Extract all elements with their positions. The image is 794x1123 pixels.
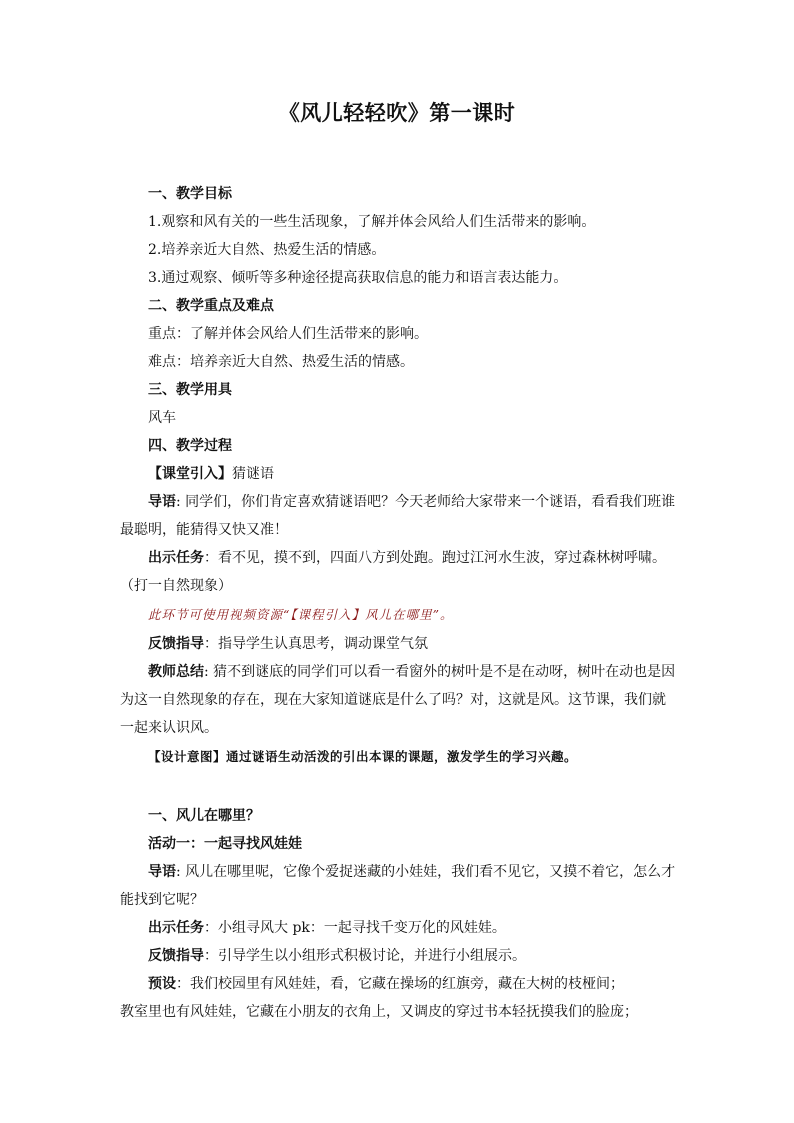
classroom-line: 教室里也有风娃娃，它藏在小朋友的衣角上，又调皮的穿过书本轻抚摸我们的脸庞； bbox=[120, 1004, 638, 1020]
part-feedback-paragraph bbox=[120, 942, 676, 970]
part-guide-label: 导语 bbox=[148, 864, 176, 880]
task-label: 出示任务 bbox=[148, 550, 204, 566]
intro-label: 【课堂引入】 bbox=[148, 466, 232, 482]
design-intent: 【设计意图】通过谜语生动活泼的引出本课的课题，激发学生的学习兴趣。 bbox=[148, 749, 578, 764]
guide-text: : 同学们，你们肯定喜欢猜谜语吧？今天老师给大家带来一个谜语，看看我们班谁最聪明，能猜得又快又准！ bbox=[120, 494, 676, 538]
part-feedback-text: ：引导学生以小组形式积极讨论，并进行小组展示。 bbox=[204, 948, 526, 964]
intro-text: 猜谜语 bbox=[232, 466, 274, 482]
objective-item-2: 2.培养亲近大自然、热爱生活的情感。 bbox=[148, 242, 386, 258]
part-feedback-label: 反馈指导 bbox=[148, 948, 204, 964]
objective-item-3: 3.通过观察、倾听等多种途径提高获取信息的能力和语言表达能力。 bbox=[148, 270, 568, 286]
section-heading-tools: 三、教学用具 bbox=[148, 382, 232, 398]
intro-line bbox=[120, 460, 676, 488]
feedback-label: 反馈指导 bbox=[148, 636, 204, 652]
feedback-text: ：指导学生认真思考，调动课堂气氛 bbox=[204, 636, 428, 652]
part-guide-text: : 风儿在哪里呢，它像个爱捉迷藏的小娃娃，我们看不见它，又摸不着它，怎么才能找到它呢？ bbox=[120, 864, 676, 908]
summary-paragraph bbox=[120, 658, 676, 742]
part-guide-paragraph bbox=[120, 858, 676, 914]
section-heading-key-points: 二、教学重点及难点 bbox=[148, 298, 274, 314]
preset-paragraph bbox=[120, 970, 676, 998]
tools-text: 风车 bbox=[148, 410, 176, 426]
part-heading-where-is-wind: 一、风儿在哪里？ bbox=[148, 808, 260, 824]
part-task-label: 出示任务 bbox=[148, 920, 204, 936]
task-paragraph bbox=[120, 544, 676, 600]
guide-paragraph bbox=[120, 488, 676, 544]
objective-item-1: 1.观察和风有关的一些生活现象，了解并体会风给人们生活带来的影响。 bbox=[148, 214, 596, 230]
summary-text: : 猜不到谜底的同学们可以看一看窗外的树叶是不是在动呀，树叶在动也是因为这一自然现象的存在，现在大家知道谜底是什么了吗？对，这就是风。这节课，我们就一起来认识风。 bbox=[120, 664, 676, 736]
preset-label: 预设 bbox=[148, 976, 176, 992]
guide-label: 导语 bbox=[148, 494, 176, 510]
difficult-point: 难点：培养亲近大自然、热爱生活的情感。 bbox=[148, 354, 414, 370]
part-task-paragraph bbox=[120, 914, 676, 942]
section-heading-objectives: 一、教学目标 bbox=[148, 186, 232, 202]
summary-label: 教师总结 bbox=[148, 664, 204, 680]
key-point: 重点：了解并体会风给人们生活带来的影响。 bbox=[148, 326, 428, 342]
part-task-text: ：小组寻风大 pk：一起寻找千变万化的风娃娃。 bbox=[204, 920, 506, 936]
preset-text: ：我们校园里有风娃娃，看，它藏在操场的红旗旁，藏在大树的枝桠间； bbox=[176, 976, 624, 992]
document-body bbox=[120, 180, 676, 1026]
activity-heading: 活动一：一起寻找风娃娃 bbox=[148, 836, 302, 852]
section-heading-process: 四、教学过程 bbox=[148, 438, 232, 454]
feedback-paragraph bbox=[120, 630, 676, 658]
spacer bbox=[120, 772, 676, 802]
task-text: ：看不见，摸不到，四面八方到处跑。跑过江河水生波，穿过森林树呼啸。（打一自然现象） bbox=[120, 550, 666, 594]
document-title: 《风儿轻轻吹》第一课时 bbox=[278, 100, 516, 125]
video-resource-note: 此环节可使用视频资源“【课程引入】风儿在哪里”。 bbox=[148, 607, 454, 622]
